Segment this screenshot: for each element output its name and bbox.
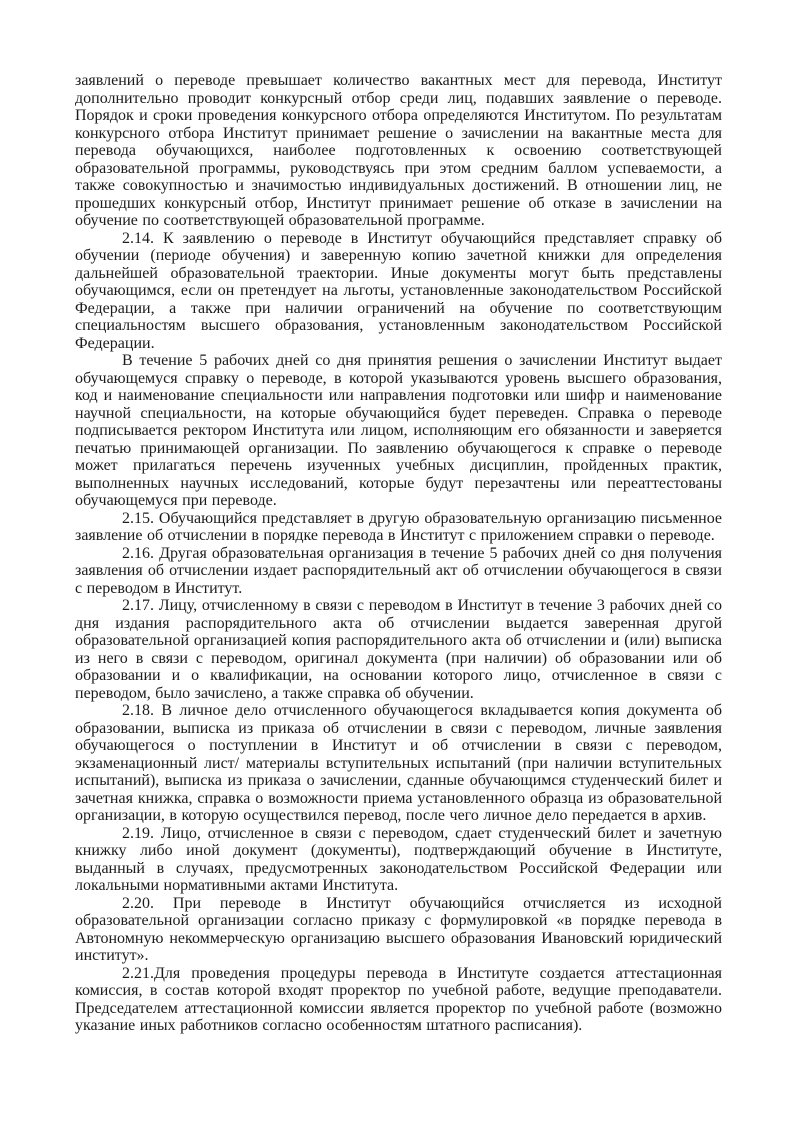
- paragraph-2-19: 2.19. Лицо, отчисленное в связи с переводом, сдает студенческий билет и зачетную книжку либо иной документ (документы), подтверждающий обучение в Институте, выданный в случаях, предусмотренных законодательством Российской Федерации или локальными нормативными актами Института.: [75, 824, 722, 894]
- paragraph-2-17: 2.17. Лицу, отчисленному в связи с переводом в Институт в течение 3 рабочих дней со дня издания распорядительного акта об отчислении выдается заверенная другой образовательной организацией копия распорядительного акта об отчислении и (или) выписка из него в связи с переводом, оригинал документа (при наличии) об образовании или об образовании и о квалификации, на основании которого лицо, отчисленное в связи с переводом, было зачислено, а также справка об обучении.: [75, 597, 722, 702]
- paragraph-2-21: 2.21.Для проведения процедуры перевода в Институте создается аттестационная комиссия, в состав которой входят проректор по учебной работе, ведущие преподаватели. Председателем аттестационной комиссии является проректор по учебной работе (возможно указание иных работников согласно особенностям штатного расписания).: [75, 964, 722, 1034]
- paragraph-2-20: 2.20. При переводе в Институт обучающийся отчисляется из исходной образовательной организации согласно приказу с формулировкой «в порядке перевода в Автономную некоммерческую организацию высшего образования Ивановский юридический институт».: [75, 894, 722, 964]
- paragraph-2-15: 2.15. Обучающийся представляет в другую образовательную организацию письменное заявление об отчислении в порядке перевода в Институт с приложением справки о переводе.: [75, 509, 722, 544]
- paragraph-2-16: 2.16. Другая образовательная организация в течение 5 рабочих дней со дня получения заявления об отчислении издает распорядительный акт об отчислении обучающегося в связи с переводом в Институт.: [75, 544, 722, 597]
- paragraph-5-days-spravka: В течение 5 рабочих дней со дня принятия решения о зачислении Институт выдает обучающемуся справку о переводе, в которой указываются уровень высшего образования, код и наименование специальности или направления подготовки или шифр и наименование научной специальности, на которые обучающийся будет переведен. Справка о переводе подписывается ректором Института или лицом, исполняющим его обязанности и заверяется печатью принимающей организации. По заявлению обучающегося к справке о переводе может прилагаться перечень изученных учебных дисциплин, пройденных практик, выполненных научных исследований, которые будут перезачтены или переаттестованы обучающемуся при переводе.: [75, 352, 722, 509]
- paragraph-2-14: 2.14. К заявлению о переводе в Институт обучающийся представляет справку об обучении (периоде обучения) и заверенную копию зачетной книжки для определения дальнейшей образовательной траектории. Иные документы могут быть представлены обучающимся, если он претендует на льготы, установленные законодательством Российской Федерации, а также при наличии ограничений на обучение по соответствующим специальностям высшего образования, установленным законодательством Российской Федерации.: [75, 229, 722, 352]
- paragraph-continuation: заявлений о переводе превышает количество вакантных мест для перевода, Институт дополнительно проводит конкурсный отбор среди лиц, подавших заявление о переводе. Порядок и сроки проведения конкурсного отбора определяются Институтом. По результатам конкурсного отбора Институт принимает решение о зачислении на вакантные места для перевода обучающихся, наиболее подготовленных к освоению соответствующей образовательной программы, руководствуясь при этом средним баллом успеваемости, а также совокупностью и значимостью индивидуальных достижений. В отношении лиц, не прошедших конкурсный отбор, Институт принимает решение об отказе в зачислении на обучение по соответствующей образовательной программе.: [75, 72, 722, 229]
- paragraph-2-18: 2.18. В личное дело отчисленного обучающегося вкладывается копия документа об образовании, выписка из приказа об отчислении в связи с переводом, личные заявления обучающегося о поступлении в Институт и об отчислении в связи с переводом, экзаменационный лист/ материалы вступительных испытаний (при наличии вступительных испытаний), выписка из приказа о зачислении, сданные обучающимся студенческий билет и зачетная книжка, справка о возможности приема установленного образца из образовательной организации, в которую осуществился перевод, после чего личное дело передается в архив.: [75, 702, 722, 824]
